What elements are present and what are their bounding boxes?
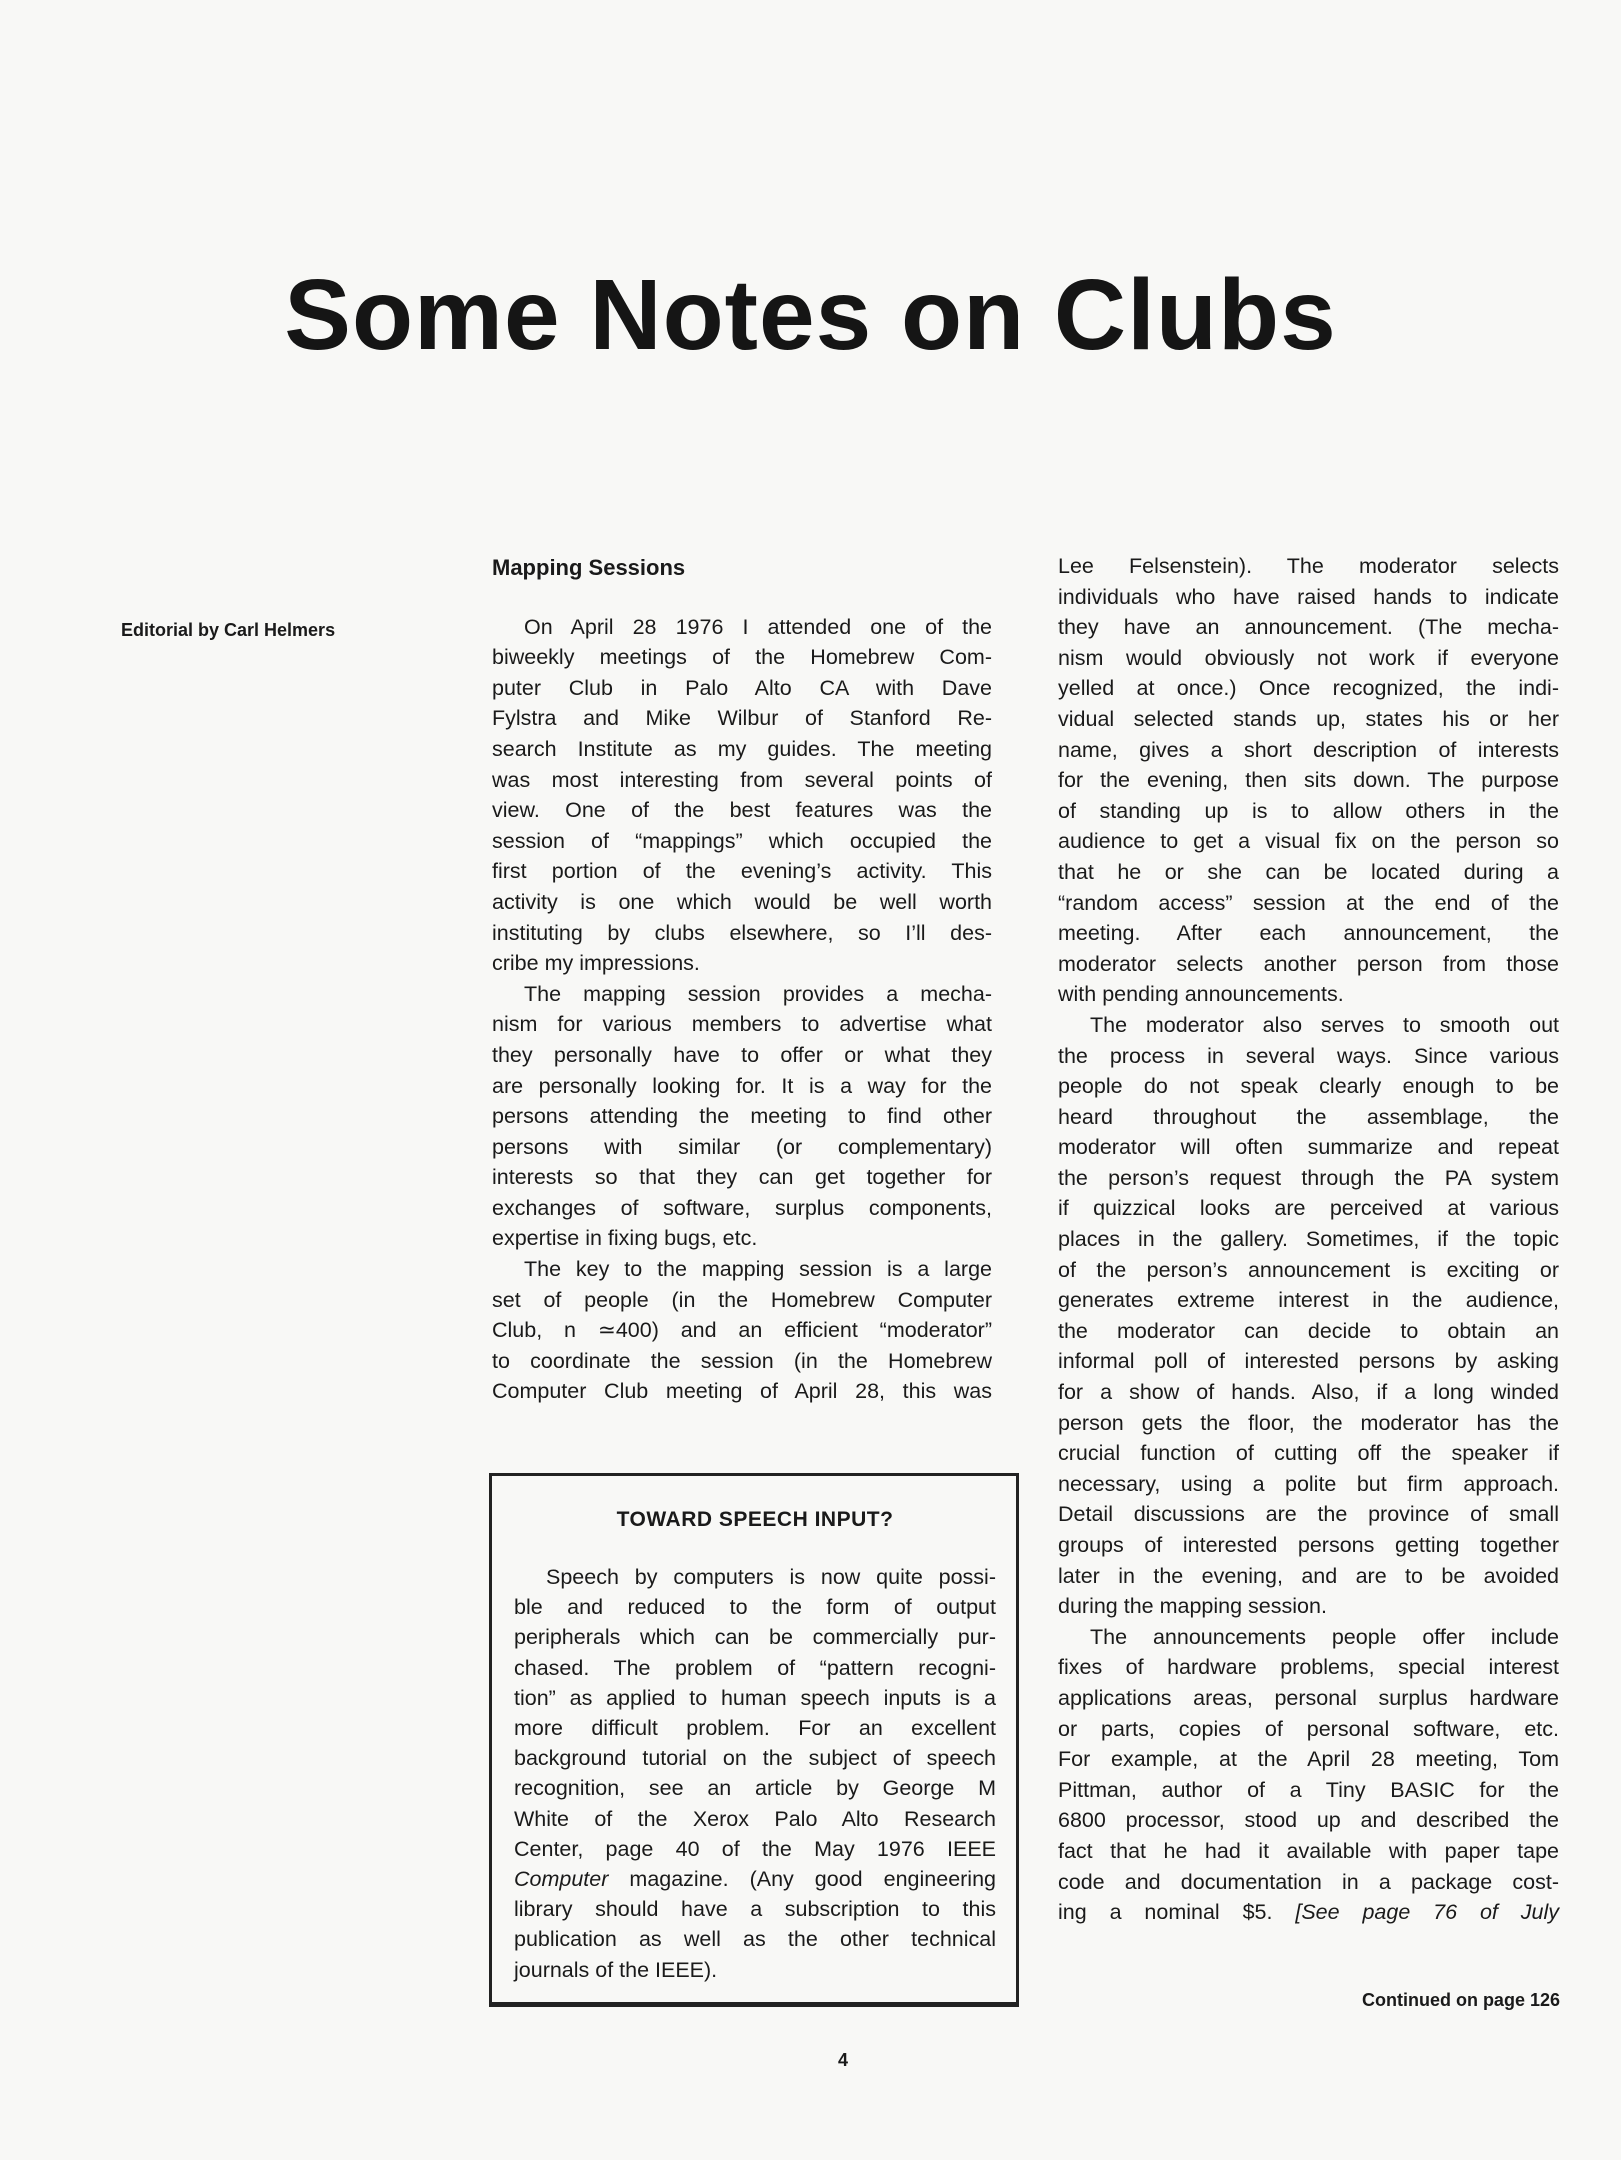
text-line: of standing up is to allow others in the: [1058, 798, 1559, 823]
text-line: later in the evening, and are to be avoided: [1058, 1563, 1559, 1588]
text-line: session of “mappings” which occupied the: [492, 828, 992, 853]
text-line: set of people (in the Homebrew Computer: [492, 1287, 992, 1312]
text-line: applications areas, personal surplus hardware: [1058, 1685, 1559, 1710]
text-line: of the person’s announcement is exciting or: [1058, 1257, 1559, 1282]
paragraph: [492, 612, 992, 979]
text-line: tion” as applied to human speech inputs is a: [514, 1685, 996, 1710]
text-line: 6800 processor, stood up and described the: [1058, 1808, 1559, 1833]
text-line: persons with similar (or complementary): [492, 1134, 992, 1159]
text-line: Computer Club meeting of April 28, this was: [492, 1379, 992, 1404]
text-line: first portion of the evening’s activity. This: [492, 859, 992, 884]
text-line: “random access” session at the end of the: [1058, 890, 1559, 915]
text-line: exchanges of software, surplus components,: [492, 1195, 992, 1220]
text-line: journals of the IEEE).: [514, 1957, 718, 1982]
left-column-body: [492, 612, 992, 1407]
text-line: peripherals which can be commercially pur-: [514, 1625, 996, 1650]
text-line: person gets the floor, the moderator has the: [1058, 1410, 1559, 1435]
text-line: publication as well as the other technical: [514, 1927, 996, 1952]
text-line: fact that he had it available with paper tape: [1058, 1838, 1559, 1863]
text-line: yelled at once.) Once recognized, the indi-: [1058, 676, 1559, 701]
text-line: for the evening, then sits down. The purpose: [1058, 768, 1559, 793]
sidebar-box: [489, 1473, 1019, 2007]
text-line: recognition, see an article by George M: [514, 1776, 996, 1801]
right-column: [1058, 551, 1559, 1928]
text-line: The moderator also serves to smooth out: [1090, 1012, 1559, 1037]
text-line: informal poll of interested persons by asking: [1058, 1349, 1559, 1374]
paragraph: [514, 1562, 996, 1985]
text-line: audience to get a visual fix on the person so: [1058, 829, 1559, 854]
text-line: cribe my impressions.: [492, 951, 700, 976]
text-line: meeting. After each announcement, the: [1058, 921, 1559, 946]
continued-note: Continued on page 126: [1361, 1990, 1560, 2010]
paragraph: [1058, 551, 1559, 1010]
text-line: expertise in fixing bugs, etc.: [492, 1226, 758, 1251]
text-line: places in the gallery. Sometimes, if the topic: [1058, 1227, 1559, 1252]
text-line: biweekly meetings of the Homebrew Com-: [492, 645, 992, 670]
text-line: are personally looking for. It is a way for the: [492, 1073, 992, 1098]
text-line: if quizzical looks are perceived at various: [1058, 1196, 1559, 1221]
right-column-body: [1058, 551, 1559, 1928]
text-line: interests so that they can get together for: [492, 1165, 992, 1190]
text-line: groups of interested persons getting together: [1058, 1533, 1559, 1557]
text-line: chased. The problem of “pattern recogni-: [514, 1655, 996, 1680]
text-line: the moderator can decide to obtain an: [1058, 1318, 1559, 1343]
text-line: was most interesting from several points of: [492, 767, 992, 792]
section-heading: Mapping Sessions: [492, 555, 686, 580]
text-line: ble and reduced to the form of output: [514, 1595, 996, 1620]
text-line: ing a nominal $5. [See page 76 of July: [1058, 1900, 1559, 1925]
text-line: White of the Xerox Palo Alto Research: [514, 1806, 996, 1831]
text-line: they personally have to offer or what they: [492, 1042, 992, 1067]
text-line: Speech by computers is now quite possi-: [546, 1565, 996, 1589]
paragraph: [492, 1254, 992, 1407]
byline: Editorial by Carl Helmers: [121, 620, 336, 640]
text-line: nism would obviously not work if everyone: [1058, 645, 1559, 670]
text-line: view. One of the best features was the: [492, 798, 992, 823]
text-line: or parts, copies of personal software, etc.: [1058, 1716, 1559, 1741]
text-line: moderator selects another person from those: [1058, 951, 1559, 976]
text-line: The key to the mapping session is a large: [524, 1257, 992, 1282]
text-line: they have an announcement. (The mecha-: [1058, 615, 1559, 640]
left-column: [492, 553, 992, 1407]
text-line: Pittman, author of a Tiny BASIC for the: [1058, 1777, 1559, 1802]
text-line: necessary, using a polite but firm approach.: [1058, 1471, 1559, 1496]
text-line: Fylstra and Mike Wilbur of Stanford Re-: [492, 706, 992, 731]
text-line: to coordinate the session (in the Homebrew: [492, 1348, 992, 1373]
paragraph: [492, 979, 992, 1254]
text-line: moderator will often summarize and repeat: [1058, 1135, 1559, 1160]
text-line: with pending announcements.: [1058, 982, 1344, 1007]
text-line: generates extreme interest in the audience,: [1058, 1288, 1559, 1313]
sidebar-box-body: [514, 1562, 996, 1985]
text-line: more difficult problem. For an excellent: [514, 1716, 996, 1741]
text-line: The mapping session provides a mecha-: [524, 981, 992, 1006]
text-line: individuals who have raised hands to indicate: [1058, 584, 1559, 609]
text-line: during the mapping session.: [1058, 1594, 1327, 1619]
text-line: The announcements people offer include: [1090, 1624, 1559, 1649]
text-line: Lee Felsenstein). The moderator selects: [1058, 554, 1559, 578]
text-line: For example, at the April 28 meeting, Tom: [1058, 1747, 1559, 1772]
text-line: puter Club in Palo Alto CA with Dave: [492, 675, 992, 700]
text-line: library should have a subscription to this: [514, 1897, 996, 1922]
text-line: crucial function of cutting off the speaker if: [1058, 1441, 1559, 1466]
paragraph: [1058, 1010, 1559, 1622]
text-line: On April 28 1976 I attended one of the: [524, 614, 992, 639]
text-line: Detail discussions are the province of small: [1058, 1502, 1559, 1527]
text-line: for a show of hands. Also, if a long winded: [1058, 1380, 1559, 1405]
text-line: name, gives a short description of interests: [1058, 737, 1559, 762]
text-line: fixes of hardware problems, special interest: [1058, 1655, 1559, 1680]
text-line: heard throughout the assemblage, the: [1058, 1104, 1559, 1129]
text-line: the process in several ways. Since various: [1058, 1043, 1559, 1068]
text-line: Computer magazine. (Any good engineering: [514, 1867, 996, 1892]
text-line: the person’s request through the PA system: [1058, 1165, 1559, 1190]
text-line: Center, page 40 of the May 1976 IEEE: [514, 1836, 996, 1861]
text-line: vidual selected stands up, states his or her: [1058, 706, 1559, 731]
text-line: instituting by clubs elsewhere, so I’ll des-: [492, 920, 992, 945]
text-line: code and documentation in a package cost-: [1058, 1869, 1559, 1894]
page-number: 4: [838, 2050, 849, 2070]
text-line: persons attending the meeting to find other: [492, 1104, 992, 1129]
article-title: Some Notes on Clubs: [284, 259, 1337, 371]
text-line: people do not speak clearly enough to be: [1058, 1074, 1559, 1099]
text-line: nism for various members to advertise what: [492, 1012, 992, 1037]
text-line: search Institute as my guides. The meeting: [492, 736, 992, 761]
paragraph: [1058, 1622, 1559, 1928]
text-line: activity is one which would be well worth: [492, 889, 992, 914]
text-line: that he or she can be located during a: [1058, 859, 1559, 884]
text-line: Club, n ≃400) and an efficient “moderator”: [492, 1318, 992, 1343]
sidebar-box-title: TOWARD SPEECH INPUT?: [616, 1508, 894, 1531]
text-line: background tutorial on the subject of speech: [514, 1746, 996, 1771]
